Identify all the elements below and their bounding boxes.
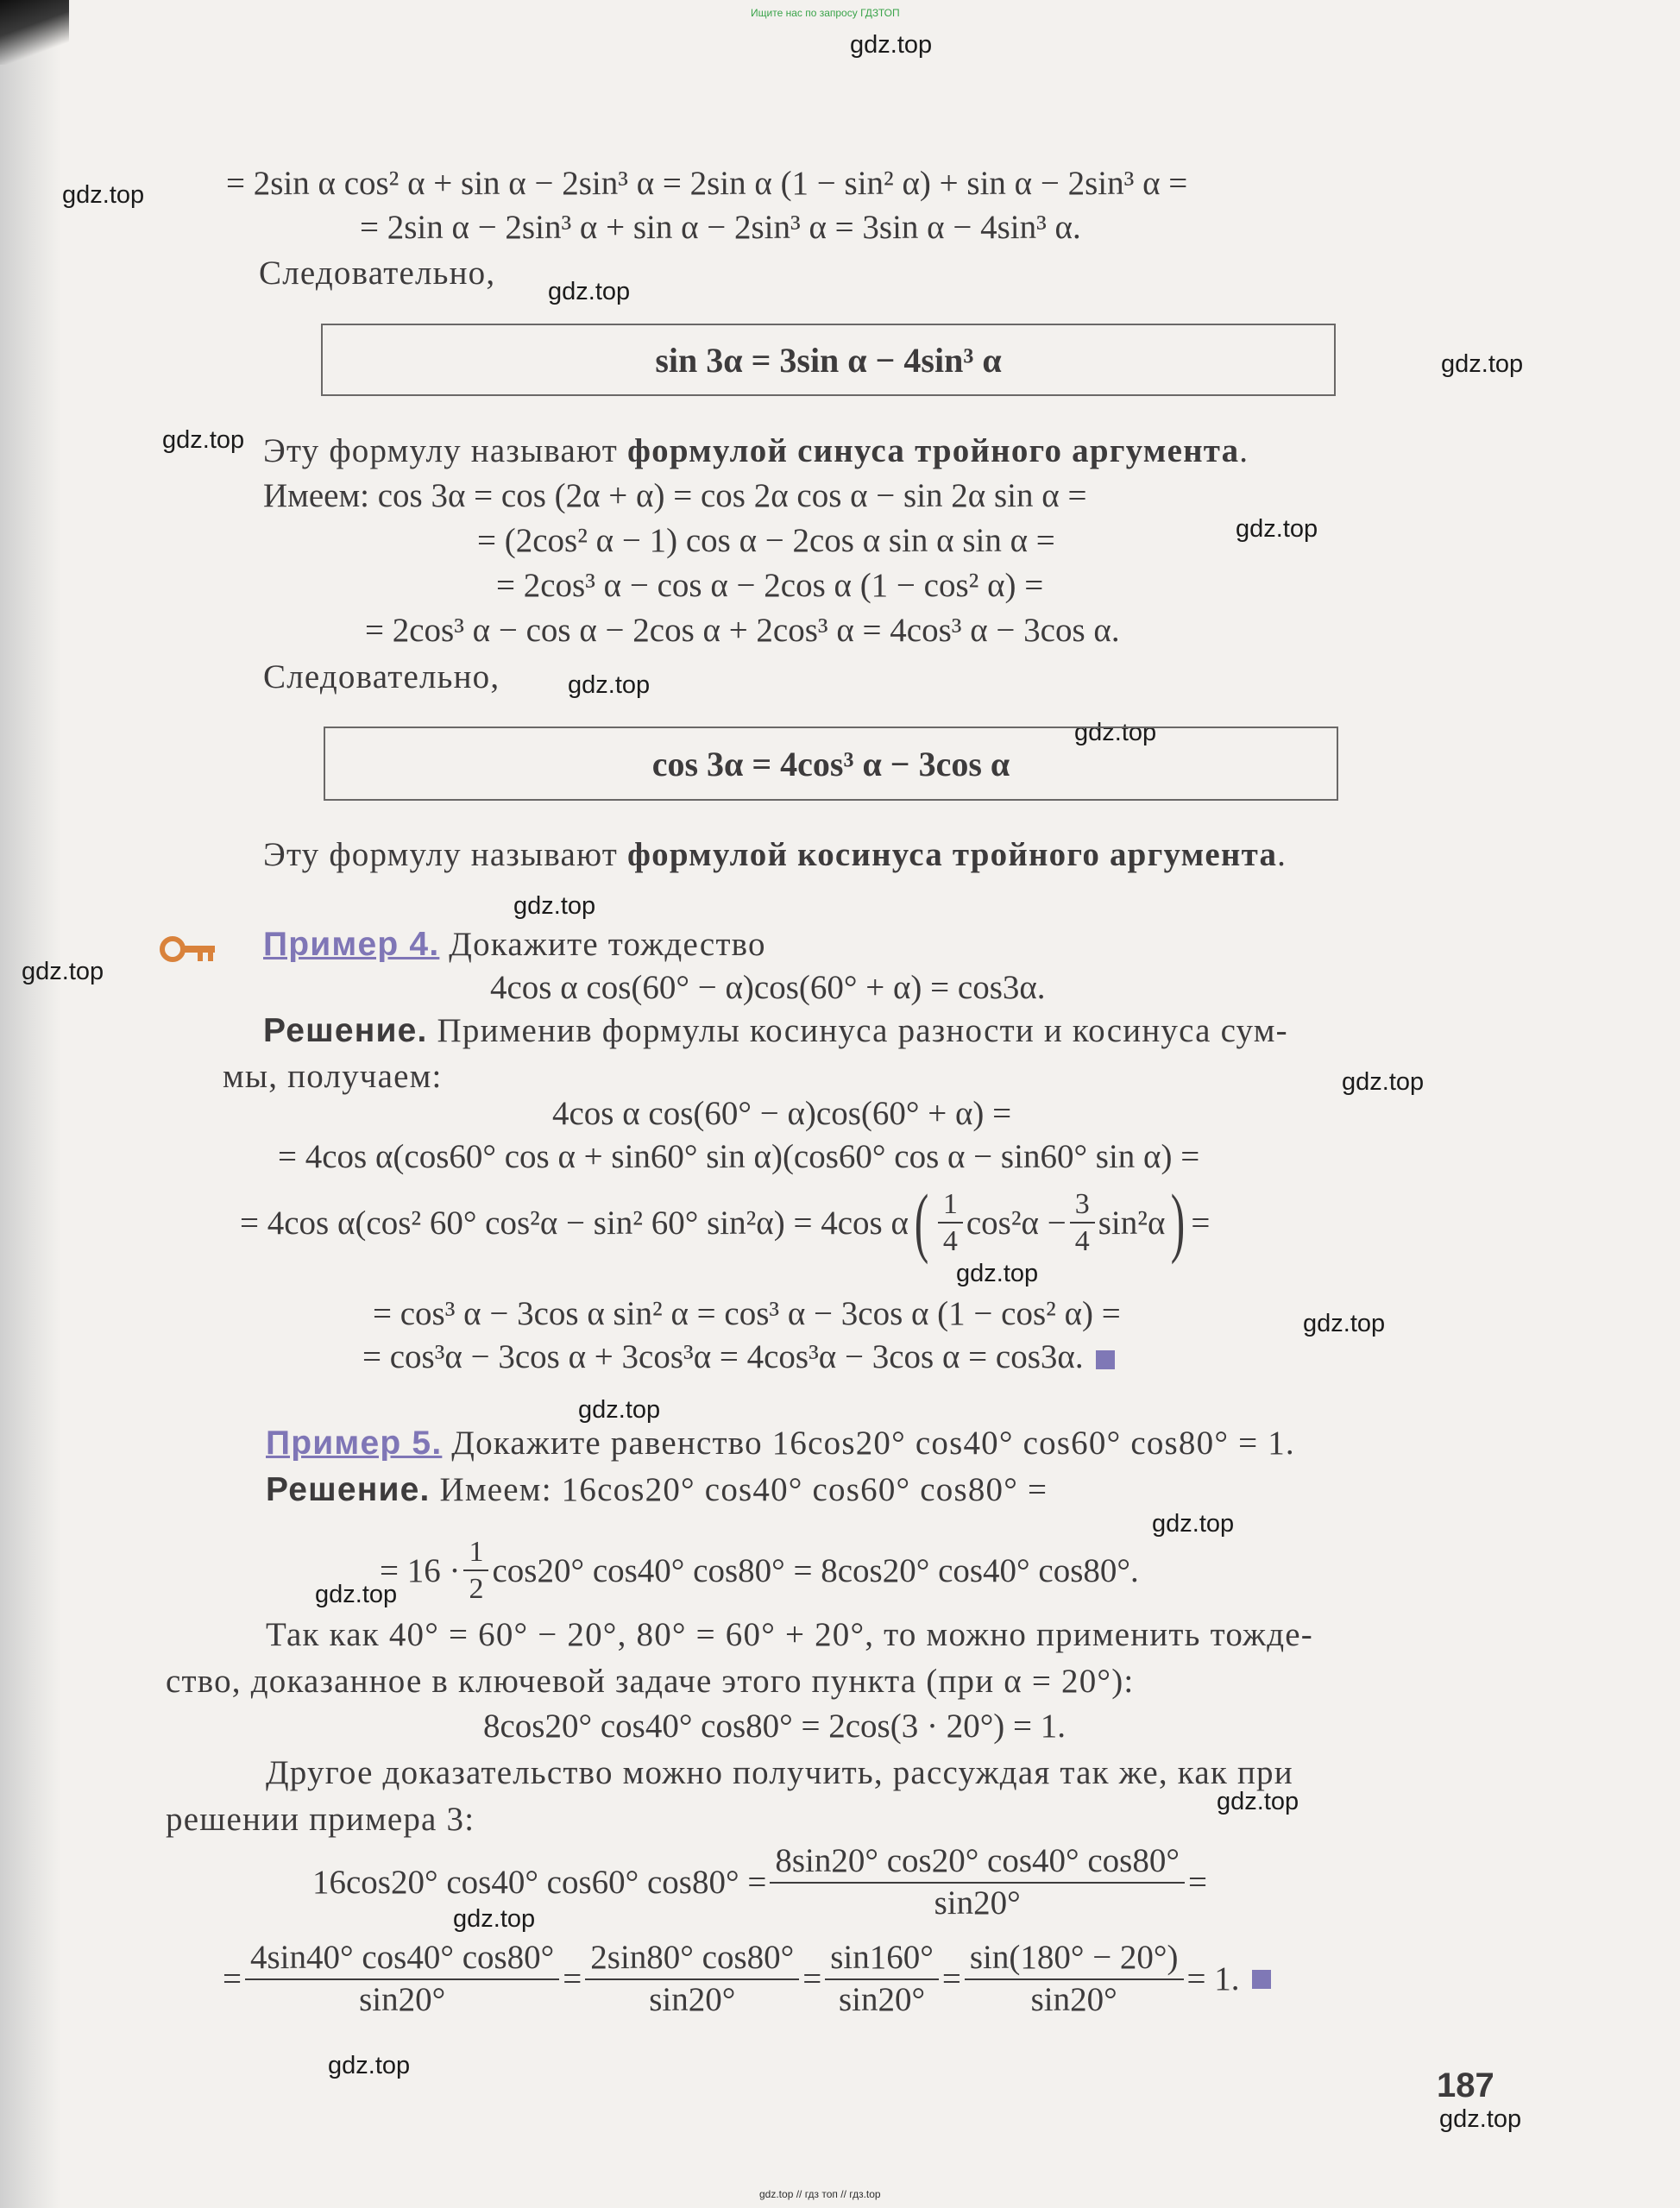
example-5-task: Докажите равенство 16cos20° cos40° cos60° cos80° = 1. <box>442 1425 1295 1462</box>
example-4-heading <box>263 925 766 964</box>
math-line-fraction <box>223 1940 1271 2019</box>
right-paren: ) <box>1171 1179 1186 1265</box>
solution-label: Решение. <box>263 1012 428 1049</box>
watermark: gdz.top <box>513 892 596 920</box>
fraction <box>770 1843 1185 1922</box>
denominator: 4 <box>1074 1225 1090 1257</box>
formula-name-cos <box>263 835 1287 874</box>
qed-square-icon <box>1096 1350 1115 1369</box>
math-line: 8cos20° cos40° cos80° = 2cos(3 · 20°) = 1. <box>483 1708 1067 1745</box>
watermark: gdz.top <box>1342 1068 1425 1096</box>
math-part: = 1. <box>1186 1960 1240 1998</box>
left-paren: ( <box>914 1179 929 1265</box>
math-line-fraction <box>240 1179 1211 1265</box>
denominator: sin20° <box>838 1980 926 2018</box>
math-part: = 4cos α(cos² 60° cos²α − sin² 60° sin²α) = 4cos α <box>240 1204 909 1242</box>
denominator: 4 <box>942 1225 958 1257</box>
numerator: 2sin80° cos80° <box>585 1940 799 1980</box>
watermark: gdz.top <box>548 278 631 305</box>
numerator: 1 <box>938 1188 963 1224</box>
watermark: gdz.top <box>1217 1788 1299 1815</box>
watermark: gdz.top <box>1303 1310 1386 1337</box>
math-part: 16cos20° cos40° cos60° cos80° = <box>312 1864 767 1902</box>
example-5-solution <box>266 1470 1048 1509</box>
fraction <box>463 1536 488 1606</box>
math-part: = <box>941 1960 961 1998</box>
denominator: sin20° <box>649 1980 736 2018</box>
qed-square-icon <box>1252 1970 1271 1989</box>
fraction <box>585 1940 799 2019</box>
fraction <box>245 1940 559 2019</box>
text: . <box>1277 836 1287 873</box>
fraction <box>938 1188 963 1258</box>
denominator: sin20° <box>934 1884 1021 1922</box>
math-part: = <box>223 1960 242 1998</box>
text-line: Следовательно, <box>263 658 500 695</box>
math-part: sin²α <box>1098 1204 1166 1242</box>
bottom-watermark-note: gdz.top // гдз топ // гдз.top <box>759 2188 881 2200</box>
watermark: gdz.top <box>1439 2105 1522 2133</box>
math-line: Имеем: cos 3α = cos (2α + α) = cos 2α cos α − sin 2α sin α = <box>263 477 1087 514</box>
text: Применив формулы косинуса разности и косинуса сум- <box>427 1012 1288 1049</box>
fraction <box>825 1940 939 2019</box>
watermark: gdz.top <box>62 181 145 209</box>
math-part: = cos³α − 3cos α + 3cos³α = 4cos³α − 3cos α = cos3α. <box>362 1338 1084 1375</box>
watermark: gdz.top <box>162 426 245 454</box>
formula: sin 3α = 3sin α − 4sin³ α <box>655 340 1002 380</box>
watermark: gdz.top <box>1441 350 1524 378</box>
page-number: 187 <box>1437 2066 1494 2104</box>
text-line: Другое доказательство можно получить, рассуждая так же, как при <box>266 1754 1293 1791</box>
text: Эту формулу называют <box>263 432 627 469</box>
key-icon <box>160 934 218 969</box>
fraction <box>1070 1188 1095 1258</box>
math-part: cos²α − <box>966 1204 1067 1242</box>
formula-name-sin <box>263 431 1249 470</box>
text-line: Следовательно, <box>259 255 496 292</box>
formula: cos 3α = 4cos³ α − 3cos α <box>651 744 1010 783</box>
math-line-qed <box>362 1337 1115 1376</box>
top-watermark-note: Ищите нас по запросу ГДЗТОП <box>751 7 900 19</box>
numerator: sin160° <box>825 1940 939 1980</box>
math-line: = 2cos³ α − cos α − 2cos α (1 − cos² α) = <box>496 567 1044 604</box>
math-line: = 2sin α cos² α + sin α − 2sin³ α = 2sin α (1 − sin² α) + sin α − 2sin³ α = <box>226 165 1188 202</box>
denominator: sin20° <box>1030 1980 1117 2018</box>
text-line: ство, доказанное в ключевой задаче этого пункта (при α = 20°): <box>166 1663 1135 1700</box>
watermark: gdz.top <box>453 1905 536 1933</box>
math-line: = (2cos² α − 1) cos α − 2cos α sin α sin α = <box>477 522 1055 559</box>
numerator: 4sin40° cos40° cos80° <box>245 1940 559 1980</box>
fraction <box>965 1940 1184 2019</box>
text: . <box>1239 432 1249 469</box>
watermark: gdz.top <box>1074 719 1157 746</box>
solution-label: Решение. <box>266 1471 431 1508</box>
math-line: = cos³ α − 3cos α sin² α = cos³ α − 3cos α (1 − cos² α) = <box>373 1295 1121 1332</box>
math-part: = <box>1191 1204 1211 1242</box>
watermark: gdz.top <box>22 958 104 985</box>
text-line: мы, получаем: <box>223 1058 443 1095</box>
math-line: = 4cos α(cos60° cos α + sin60° sin α)(cos60° cos α − sin60° sin α) = <box>278 1138 1200 1175</box>
denominator: 2 <box>469 1573 484 1606</box>
watermark: gdz.top <box>315 1581 398 1608</box>
example-4-solution <box>263 1011 1288 1050</box>
watermark: gdz.top <box>1236 515 1318 543</box>
numerator: 8sin20° cos20° cos40° cos80° <box>770 1843 1185 1884</box>
text-line: решении примера 3: <box>166 1801 475 1838</box>
math-line-fraction <box>380 1536 1139 1606</box>
example-5-heading <box>266 1424 1295 1463</box>
watermark: gdz.top <box>578 1396 661 1424</box>
math-line: = 2cos³ α − cos α − 2cos α + 2cos³ α = 4cos³ α − 3cos α. <box>365 612 1120 649</box>
text-line: Так как 40° = 60° − 20°, 80° = 60° + 20°, то можно применить тожде- <box>266 1616 1313 1653</box>
numerator: 1 <box>463 1536 488 1571</box>
bold-term: формулой синуса тройного аргумента <box>627 432 1240 469</box>
example-4-task: Докажите тождество <box>439 926 766 963</box>
math-part: = <box>1187 1864 1207 1902</box>
math-part: cos20° cos40° cos80° = 8cos20° cos40° cos80°. <box>492 1551 1139 1589</box>
numerator: sin(180° − 20°) <box>965 1940 1184 1980</box>
math-line: 4cos α cos(60° − α)cos(60° + α) = <box>552 1095 1012 1132</box>
bold-term: формулой косинуса тройного аргумента <box>627 836 1278 873</box>
watermark: gdz.top <box>850 31 933 59</box>
example-4-title: Пример 4. <box>263 926 440 963</box>
watermark: gdz.top <box>956 1260 1039 1287</box>
text: Эту формулу называют <box>263 836 627 873</box>
watermark: gdz.top <box>568 671 651 699</box>
watermark: gdz.top <box>328 2052 411 2079</box>
formula-box-sin3a <box>321 324 1336 396</box>
math-line: 4cos α cos(60° − α)cos(60° + α) = cos3α. <box>490 969 1046 1006</box>
math-line: = 2sin α − 2sin³ α + sin α − 2sin³ α = 3sin α − 4sin³ α. <box>360 209 1081 246</box>
formula-box-cos3a <box>324 727 1338 801</box>
watermark: gdz.top <box>1152 1510 1235 1538</box>
page-spine-shadow <box>0 0 60 2208</box>
example-5-title: Пример 5. <box>266 1425 443 1462</box>
math-part: = <box>802 1960 822 1998</box>
numerator: 3 <box>1070 1188 1095 1224</box>
math-part: = <box>563 1960 582 1998</box>
text: Имеем: 16cos20° cos40° cos60° cos80° = <box>430 1471 1048 1508</box>
math-part: = 16 · <box>380 1551 461 1589</box>
page-corner-shadow <box>0 0 69 65</box>
math-line-fraction <box>312 1843 1207 1922</box>
denominator: sin20° <box>359 1980 446 2018</box>
